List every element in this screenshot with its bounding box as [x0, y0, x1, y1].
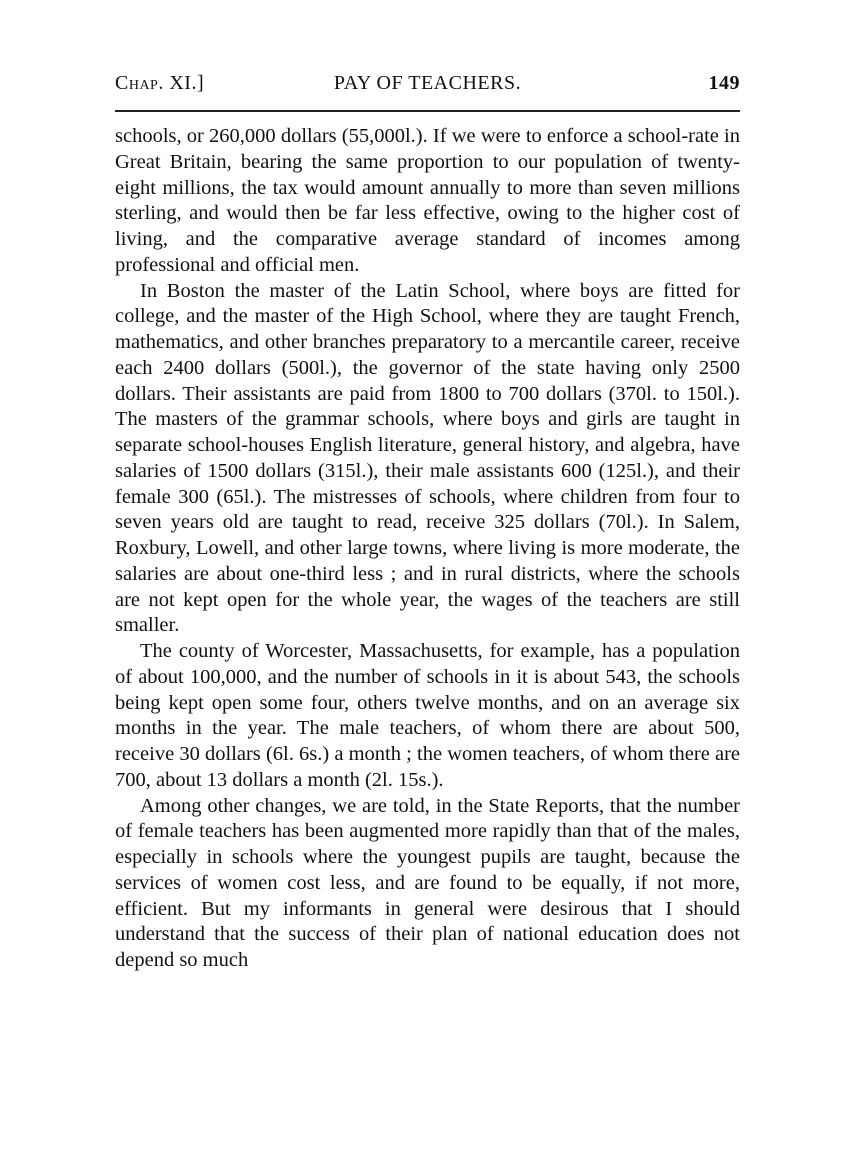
header-rule: [115, 110, 740, 112]
chapter-reference: Chap. XI.]: [115, 72, 205, 94]
page-number: 149: [708, 72, 740, 94]
paragraph-continued: schools, or 260,000 dollars (55,000l.). If we were to enforce a school-rate in Great Britain, bearing the same proportion to our population of twenty-eight millions, the tax would amount annually to more than seven millions sterling, and would then be far less effective, owing to the higher cost of living, and the comparative average standard of incomes among professional and official men.: [115, 125, 740, 276]
page-title: PAY OF TEACHERS.: [333, 72, 522, 94]
paragraph-female-teachers: Among other changes, we are told, in the State Reports, that the number of female teachers has been augmented more rapidly than that of the males, especially in schools where the youngest pupils are taught, because the services of women cost less, and are found to be equally, if not more, efficient. But my informants in general were desirous that I should understand that the success of their plan of national education does not depend so much: [115, 794, 740, 971]
body-text: [115, 124, 740, 974]
running-head: [115, 72, 740, 102]
paragraph-worcester-county: The county of Worcester, Massachusetts, for example, has a population of about 100,000, and the number of schools in it is about 543, the schools being kept open some four, others twelve months, and on an average six months in the year. The male teachers, of whom there are about 500, receive 30 dollars (6l. 6s.) a month ; the women teachers, of whom there are 700, about 13 dollars a month (2l. 15s.).: [115, 640, 740, 791]
paragraph-boston-salaries: In Boston the master of the Latin School, where boys are fitted for college, and the master of the High School, where they are taught French, mathematics, and other branches preparatory to a mercantile career, receive each 2400 dollars (500l.), the governor of the state having only 2500 dollars. Their assistants are paid from 1800 to 700 dollars (370l. to 150l.). The masters of the grammar schools, where boys and girls are taught in separate school-houses English literature, general history, and algebra, have salaries of 1500 dollars (315l.), their male assistants 600 (125l.), and their female 300 (65l.). The mistresses of schools, where children from four to seven years old are taught to read, receive 325 dollars (70l.). In Salem, Roxbury, Lowell, and other large towns, where living is more moderate, the salaries are about one-third less ; and in rural districts, where the schools are not kept open for the whole year, the wages of the teachers are still smaller.: [115, 279, 740, 637]
